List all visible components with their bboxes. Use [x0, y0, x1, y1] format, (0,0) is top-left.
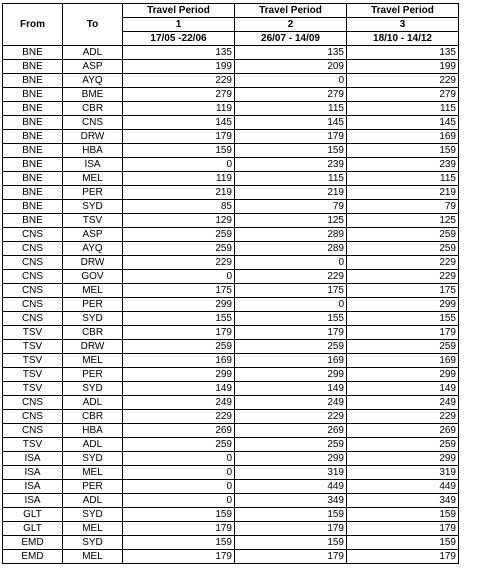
period-1-fare-cell: 279 [123, 88, 235, 102]
to-cell: ISA [63, 158, 123, 172]
from-cell: TSV [3, 368, 63, 382]
period-3-fare-cell: 155 [347, 312, 459, 326]
period-1-fare-cell: 145 [123, 116, 235, 130]
period-1-fare-cell: 119 [123, 102, 235, 116]
table-row [3, 158, 459, 172]
period-3-fare-cell: 239 [347, 158, 459, 172]
period-3-fare-cell: 169 [347, 130, 459, 144]
to-cell: TSV [63, 214, 123, 228]
period-1-fare-cell: 229 [123, 410, 235, 424]
from-cell: TSV [3, 326, 63, 340]
period-1-number: 1 [123, 18, 235, 32]
from-cell: BNE [3, 144, 63, 158]
period-1-fare-cell: 259 [123, 438, 235, 452]
to-cell: PER [63, 368, 123, 382]
period-2-fare-cell: 179 [235, 522, 347, 536]
period-1-fare-cell: 135 [123, 46, 235, 60]
period-3-fare-cell: 115 [347, 172, 459, 186]
period-2-fare-cell: 249 [235, 396, 347, 410]
period-2-fare-cell: 269 [235, 424, 347, 438]
table-row [3, 214, 459, 228]
to-cell: ADL [63, 494, 123, 508]
to-cell: DRW [63, 340, 123, 354]
period-2-fare-cell: 259 [235, 438, 347, 452]
period-1-range: 17/05 -22/06 [123, 32, 235, 46]
period-3-fare-cell: 179 [347, 522, 459, 536]
to-cell: MEL [63, 550, 123, 564]
period-3-fare-cell: 299 [347, 452, 459, 466]
period-2-fare-cell: 175 [235, 284, 347, 298]
from-cell: BNE [3, 158, 63, 172]
period-2-range: 26/07 - 14/09 [235, 32, 347, 46]
from-cell: CNS [3, 228, 63, 242]
from-cell: TSV [3, 354, 63, 368]
period-1-fare-cell: 159 [123, 144, 235, 158]
from-cell: BNE [3, 102, 63, 116]
period-3-fare-cell: 279 [347, 88, 459, 102]
period-1-fare-cell: 0 [123, 480, 235, 494]
period-2-fare-cell: 159 [235, 508, 347, 522]
period-2-fare-cell: 289 [235, 242, 347, 256]
period-1-fare-cell: 199 [123, 60, 235, 74]
period-1-fare-cell: 179 [123, 326, 235, 340]
period-2-fare-cell: 299 [235, 368, 347, 382]
table-row [3, 242, 459, 256]
from-cell: BNE [3, 200, 63, 214]
period-1-fare-cell: 299 [123, 368, 235, 382]
to-cell: CBR [63, 326, 123, 340]
period-3-fare-cell: 175 [347, 284, 459, 298]
period-2-fare-cell: 289 [235, 228, 347, 242]
period-3-fare-cell: 259 [347, 340, 459, 354]
to-cell: PER [63, 298, 123, 312]
period-3-fare-cell: 269 [347, 424, 459, 438]
table-row [3, 102, 459, 116]
table-row [3, 270, 459, 284]
period-1-fare-cell: 259 [123, 228, 235, 242]
from-cell: BNE [3, 130, 63, 144]
from-cell: CNS [3, 242, 63, 256]
period-3-fare-cell: 159 [347, 508, 459, 522]
table-row [3, 172, 459, 186]
period-2-fare-cell: 79 [235, 200, 347, 214]
table-row [3, 424, 459, 438]
from-cell: BNE [3, 186, 63, 200]
period-3-fare-cell: 219 [347, 186, 459, 200]
to-cell: BME [63, 88, 123, 102]
table-row [3, 60, 459, 74]
period-3-fare-cell: 259 [347, 438, 459, 452]
period-3-fare-cell: 199 [347, 60, 459, 74]
table-row [3, 228, 459, 242]
to-cell: HBA [63, 144, 123, 158]
period-2-fare-cell: 319 [235, 466, 347, 480]
to-cell: CBR [63, 410, 123, 424]
table-row [3, 340, 459, 354]
period-1-fare-cell: 0 [123, 494, 235, 508]
period-1-fare-cell: 85 [123, 200, 235, 214]
fare-table-header [3, 4, 459, 46]
period-1-fare-cell: 0 [123, 466, 235, 480]
period-2-fare-cell: 229 [235, 270, 347, 284]
from-cell: CNS [3, 396, 63, 410]
fare-table-body [3, 46, 459, 564]
to-cell: ADL [63, 438, 123, 452]
period-3-number: 3 [347, 18, 459, 32]
period-2-fare-cell: 0 [235, 298, 347, 312]
period-2-fare-cell: 449 [235, 480, 347, 494]
table-row [3, 536, 459, 550]
from-cell: CNS [3, 256, 63, 270]
to-cell: MEL [63, 466, 123, 480]
period-1-title: Travel Period [123, 4, 235, 18]
period-1-fare-cell: 169 [123, 354, 235, 368]
period-2-fare-cell: 125 [235, 214, 347, 228]
period-2-fare-cell: 179 [235, 326, 347, 340]
period-1-fare-cell: 0 [123, 158, 235, 172]
to-cell: SYD [63, 536, 123, 550]
period-1-fare-cell: 179 [123, 130, 235, 144]
period-2-fare-cell: 229 [235, 410, 347, 424]
period-3-fare-cell: 125 [347, 214, 459, 228]
from-cell: CNS [3, 298, 63, 312]
table-row [3, 312, 459, 326]
from-cell: EMD [3, 536, 63, 550]
period-2-fare-cell: 209 [235, 60, 347, 74]
to-cell: MEL [63, 284, 123, 298]
from-cell: ISA [3, 466, 63, 480]
period-3-fare-cell: 179 [347, 326, 459, 340]
period-2-fare-cell: 159 [235, 536, 347, 550]
period-2-fare-cell: 0 [235, 74, 347, 88]
table-row [3, 144, 459, 158]
from-cell: CNS [3, 410, 63, 424]
period-3-fare-cell: 169 [347, 354, 459, 368]
period-3-fare-cell: 159 [347, 536, 459, 550]
table-row [3, 466, 459, 480]
period-3-fare-cell: 159 [347, 144, 459, 158]
period-1-fare-cell: 179 [123, 522, 235, 536]
table-row [3, 550, 459, 564]
to-cell: MEL [63, 522, 123, 536]
from-cell: BNE [3, 74, 63, 88]
table-row [3, 74, 459, 88]
period-3-fare-cell: 115 [347, 102, 459, 116]
table-row [3, 438, 459, 452]
period-1-fare-cell: 159 [123, 536, 235, 550]
period-1-fare-cell: 175 [123, 284, 235, 298]
to-cell: MEL [63, 172, 123, 186]
fare-table [2, 3, 459, 564]
period-2-fare-cell: 155 [235, 312, 347, 326]
period-3-fare-cell: 149 [347, 382, 459, 396]
to-cell: ASP [63, 228, 123, 242]
period-2-fare-cell: 279 [235, 88, 347, 102]
from-cell: BNE [3, 46, 63, 60]
to-cell: SYD [63, 382, 123, 396]
table-row [3, 46, 459, 60]
from-cell: TSV [3, 340, 63, 354]
table-row [3, 256, 459, 270]
to-cell: DRW [63, 130, 123, 144]
period-2-fare-cell: 219 [235, 186, 347, 200]
period-3-fare-cell: 259 [347, 242, 459, 256]
table-row [3, 494, 459, 508]
period-1-fare-cell: 249 [123, 396, 235, 410]
period-2-fare-cell: 159 [235, 144, 347, 158]
period-1-fare-cell: 0 [123, 270, 235, 284]
table-row [3, 396, 459, 410]
period-3-fare-cell: 449 [347, 480, 459, 494]
period-2-fare-cell: 145 [235, 116, 347, 130]
period-2-fare-cell: 169 [235, 354, 347, 368]
period-2-fare-cell: 349 [235, 494, 347, 508]
to-cell: CBR [63, 102, 123, 116]
table-row [3, 410, 459, 424]
header-row-title [3, 4, 459, 18]
period-2-fare-cell: 115 [235, 172, 347, 186]
period-2-fare-cell: 0 [235, 256, 347, 270]
period-2-fare-cell: 259 [235, 340, 347, 354]
period-3-fare-cell: 229 [347, 256, 459, 270]
from-cell: ISA [3, 480, 63, 494]
to-cell: ADL [63, 46, 123, 60]
period-3-fare-cell: 249 [347, 396, 459, 410]
period-1-fare-cell: 149 [123, 382, 235, 396]
period-3-fare-cell: 145 [347, 116, 459, 130]
from-cell: ISA [3, 452, 63, 466]
from-cell: BNE [3, 60, 63, 74]
table-row [3, 88, 459, 102]
to-cell: CNS [63, 116, 123, 130]
table-row [3, 480, 459, 494]
from-cell: CNS [3, 424, 63, 438]
table-row [3, 354, 459, 368]
period-2-fare-cell: 299 [235, 452, 347, 466]
period-3-fare-cell: 299 [347, 368, 459, 382]
to-cell: MEL [63, 354, 123, 368]
to-cell: AYQ [63, 74, 123, 88]
period-1-fare-cell: 269 [123, 424, 235, 438]
period-3-range: 18/10 - 14/12 [347, 32, 459, 46]
period-1-fare-cell: 0 [123, 452, 235, 466]
to-cell: PER [63, 186, 123, 200]
from-cell: EMD [3, 550, 63, 564]
period-2-fare-cell: 239 [235, 158, 347, 172]
table-row [3, 326, 459, 340]
period-1-fare-cell: 119 [123, 172, 235, 186]
period-3-fare-cell: 349 [347, 494, 459, 508]
period-3-fare-cell: 229 [347, 270, 459, 284]
period-2-fare-cell: 115 [235, 102, 347, 116]
from-cell: ISA [3, 494, 63, 508]
table-row [3, 298, 459, 312]
table-row [3, 130, 459, 144]
table-row [3, 186, 459, 200]
from-column-header: From [3, 4, 63, 46]
period-1-fare-cell: 299 [123, 298, 235, 312]
period-1-fare-cell: 219 [123, 186, 235, 200]
period-1-fare-cell: 159 [123, 508, 235, 522]
period-2-number: 2 [235, 18, 347, 32]
period-1-fare-cell: 179 [123, 550, 235, 564]
to-cell: PER [63, 480, 123, 494]
period-1-fare-cell: 229 [123, 256, 235, 270]
period-3-fare-cell: 259 [347, 228, 459, 242]
period-1-fare-cell: 259 [123, 340, 235, 354]
period-2-fare-cell: 135 [235, 46, 347, 60]
to-column-header: To [63, 4, 123, 46]
from-cell: CNS [3, 270, 63, 284]
period-2-fare-cell: 149 [235, 382, 347, 396]
from-cell: BNE [3, 214, 63, 228]
period-1-fare-cell: 229 [123, 74, 235, 88]
period-3-fare-cell: 135 [347, 46, 459, 60]
from-cell: BNE [3, 172, 63, 186]
period-1-fare-cell: 129 [123, 214, 235, 228]
from-cell: GLT [3, 508, 63, 522]
table-row [3, 200, 459, 214]
to-cell: SYD [63, 452, 123, 466]
from-cell: CNS [3, 312, 63, 326]
to-cell: SYD [63, 200, 123, 214]
period-3-fare-cell: 229 [347, 410, 459, 424]
from-cell: CNS [3, 284, 63, 298]
table-row [3, 508, 459, 522]
period-3-fare-cell: 79 [347, 200, 459, 214]
to-cell: SYD [63, 508, 123, 522]
table-row [3, 284, 459, 298]
to-cell: GOV [63, 270, 123, 284]
to-cell: AYQ [63, 242, 123, 256]
period-3-fare-cell: 179 [347, 550, 459, 564]
period-2-fare-cell: 179 [235, 550, 347, 564]
table-row [3, 452, 459, 466]
from-cell: TSV [3, 438, 63, 452]
from-cell: TSV [3, 382, 63, 396]
from-cell: BNE [3, 88, 63, 102]
to-cell: ADL [63, 396, 123, 410]
to-cell: ASP [63, 60, 123, 74]
table-row [3, 116, 459, 130]
period-3-fare-cell: 229 [347, 74, 459, 88]
to-cell: HBA [63, 424, 123, 438]
to-cell: DRW [63, 256, 123, 270]
from-cell: BNE [3, 116, 63, 130]
period-1-fare-cell: 155 [123, 312, 235, 326]
table-row [3, 368, 459, 382]
period-3-fare-cell: 299 [347, 298, 459, 312]
to-cell: SYD [63, 312, 123, 326]
from-cell: GLT [3, 522, 63, 536]
period-2-title: Travel Period [235, 4, 347, 18]
period-1-fare-cell: 259 [123, 242, 235, 256]
fare-table-container [2, 3, 459, 564]
table-row [3, 382, 459, 396]
period-3-fare-cell: 319 [347, 466, 459, 480]
table-row [3, 522, 459, 536]
period-3-title: Travel Period [347, 4, 459, 18]
period-2-fare-cell: 179 [235, 130, 347, 144]
